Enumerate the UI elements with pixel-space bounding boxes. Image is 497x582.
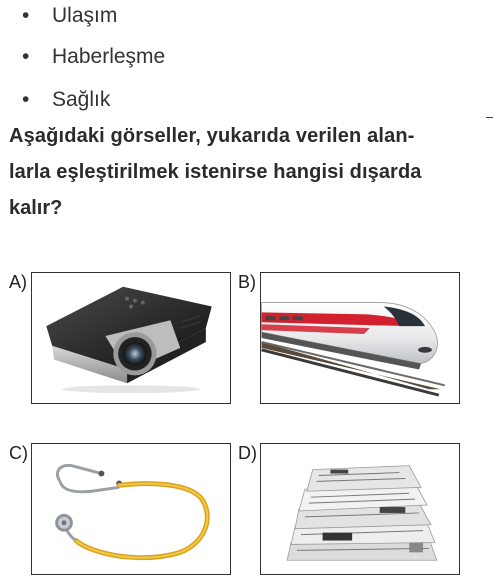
bullet-dot: • (22, 88, 30, 111)
bullet-item-haberlesme (22, 45, 165, 69)
bullet-dot: • (22, 4, 30, 27)
question-text (9, 118, 493, 226)
bullet-text: Sağlık (52, 88, 111, 111)
high-speed-train-image (261, 273, 459, 403)
option-a-image-frame[interactable] (31, 272, 231, 404)
option-d-label[interactable]: D) (238, 443, 257, 463)
option-b-image-frame[interactable] (260, 272, 460, 404)
option-b-label[interactable]: B) (238, 272, 256, 292)
stethoscope-image (32, 444, 230, 574)
bullet-item-ulasim (22, 4, 117, 28)
projector-image (32, 273, 230, 403)
question-line-3: kalır? (9, 197, 63, 219)
question-line-2: larla eşleştirilmek istenirse hangisi dışarda (9, 161, 422, 183)
option-a-label[interactable]: A) (9, 272, 27, 292)
bullet-text: Haberleşme (52, 45, 166, 68)
bullet-item-saglik (22, 88, 110, 112)
option-d-image-frame[interactable] (260, 443, 460, 575)
newspapers-image (261, 444, 459, 574)
option-c-label[interactable]: C) (9, 443, 28, 463)
question-line-1: Aşağıdaki görseller, yukarıda verilen alan- (9, 125, 415, 147)
bullet-text: Ulaşım (52, 4, 118, 27)
bullet-dot: • (22, 45, 30, 68)
option-c-image-frame[interactable] (31, 443, 231, 575)
